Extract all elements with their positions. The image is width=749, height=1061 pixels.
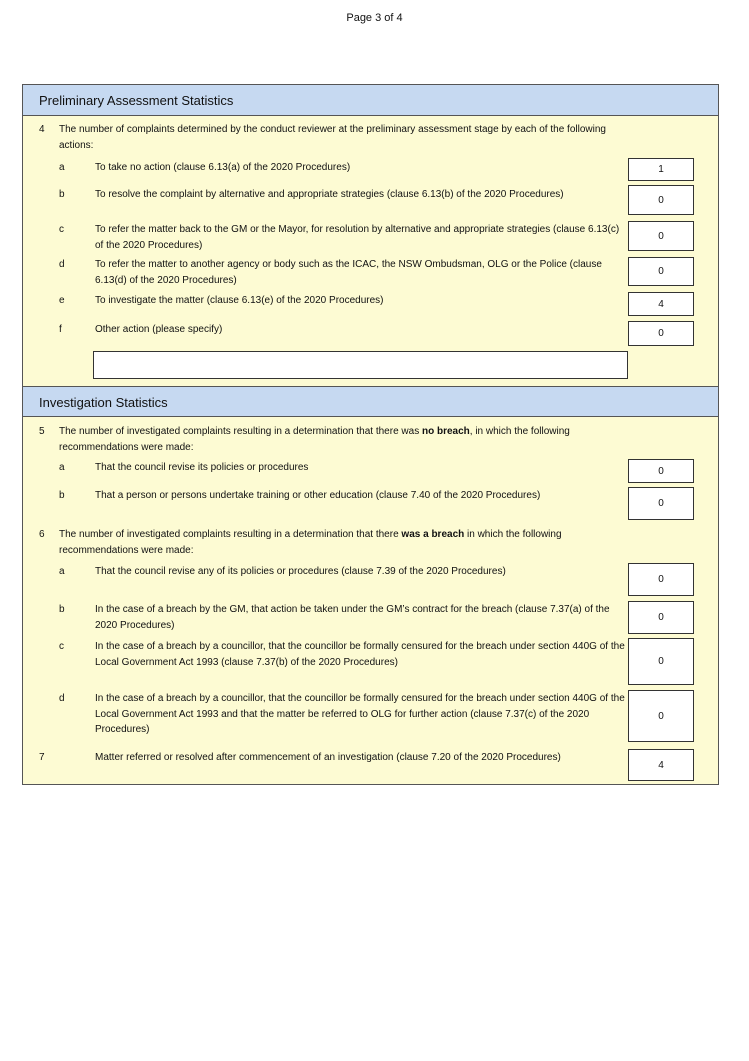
q6a-text: That the council revise any of its policies or procedures (clause 7.39 of the 2020 Procedures)	[95, 566, 506, 577]
q5b-value-field[interactable]: 0	[628, 487, 694, 520]
q6d-text: In the case of a breach by a councillor, that the councillor be formally censured for the breach under section 440G of the Local Government Act 1993 and that the matter be referred to OLG for further action (clause 7.37(c) of the 2020 Procedures)	[95, 693, 625, 735]
q5-text: The number of investigated complaints resulting in a determination that there was no breach, in which the following recommendations were made:	[59, 426, 570, 453]
q4f-letter: f	[59, 324, 62, 335]
q7-text: Matter referred or resolved after commencement of an investigation (clause 7.20 of the 2020 Procedures)	[95, 752, 561, 763]
q6c-text: In the case of a breach by a councillor, that the councillor be formally censured for the breach under section 440G of the Local Government Act 1993 (clause 7.37(b) of the 2020 Procedures)	[95, 641, 625, 668]
q4b-value-field[interactable]: 0	[628, 185, 694, 215]
q4d-text: To refer the matter to another agency or body such as the ICAC, the NSW Ombudsman, OLG or the Police (clause 6.13(d) of the 2020 Procedures)	[95, 259, 602, 286]
q5b-text: That a person or persons undertake training or other education (clause 7.40 of the 2020 Procedures)	[95, 490, 541, 501]
q5a-value-field[interactable]: 0	[628, 459, 694, 483]
q5b-letter: b	[59, 490, 65, 501]
q4e-text: To investigate the matter (clause 6.13(e) of the 2020 Procedures)	[95, 295, 384, 306]
q6c-letter: c	[59, 641, 64, 652]
q4a-value-field[interactable]: 1	[628, 158, 694, 181]
other-action-specify-field[interactable]	[93, 351, 628, 379]
q4b-text: To resolve the complaint by alternative and appropriate strategies (clause 6.13(b) of the 2020 Procedures)	[95, 189, 564, 200]
q7-value-field[interactable]: 4	[628, 749, 694, 781]
q6a-letter: a	[59, 566, 65, 577]
q6b-letter: b	[59, 604, 65, 615]
page-number-label: Page 3 of 4	[346, 12, 403, 24]
q6b-text: In the case of a breach by the GM, that action be taken under the GM’s contract for the breach (clause 7.37(a) of the 2020 Procedures)	[95, 604, 610, 631]
q7-number: 7	[39, 752, 45, 763]
q6b-value-field[interactable]: 0	[628, 601, 694, 634]
q6-text: The number of investigated complaints resulting in a determination that there was a breach in which the following recommendations were made:	[59, 529, 562, 556]
q4e-value-field[interactable]: 4	[628, 292, 694, 316]
q4d-letter: d	[59, 259, 65, 270]
q6d-value-field[interactable]: 0	[628, 690, 694, 742]
q4f-text: Other action (please specify)	[95, 324, 223, 335]
q4-number: 4	[39, 124, 45, 135]
q4a-text: To take no action (clause 6.13(a) of the 2020 Procedures)	[95, 162, 351, 173]
q5-emphasis: no breach	[421, 426, 470, 437]
q4b-letter: b	[59, 189, 65, 200]
q4c-text: To refer the matter back to the GM or the Mayor, for resolution by alternative and appropriate strategies (clause 6.13(c) of the 2020 Procedures)	[95, 224, 620, 251]
q4f-value-field[interactable]: 0	[628, 321, 694, 346]
q4d-value-field[interactable]: 0	[628, 257, 694, 286]
q6d-letter: d	[59, 693, 65, 704]
q5a-text: That the council revise its policies or procedures	[95, 462, 309, 473]
q4-text: The number of complaints determined by the conduct reviewer at the preliminary assessment stage by each of the following actions:	[59, 124, 606, 151]
q6-emphasis: was a breach	[401, 529, 465, 540]
q5-number: 5	[39, 426, 45, 437]
q6a-value-field[interactable]: 0	[628, 563, 694, 596]
investigation-statistics-header: Investigation Statistics	[23, 386, 718, 417]
q6c-value-field[interactable]: 0	[628, 638, 694, 685]
q5a-letter: a	[59, 462, 65, 473]
q4c-value-field[interactable]: 0	[628, 221, 694, 251]
preliminary-assessment-header: Preliminary Assessment Statistics	[23, 85, 718, 116]
q4c-letter: c	[59, 224, 64, 235]
q4a-letter: a	[59, 162, 65, 173]
q4e-letter: e	[59, 295, 65, 306]
statistics-form	[22, 84, 719, 785]
q6-number: 6	[39, 529, 45, 540]
